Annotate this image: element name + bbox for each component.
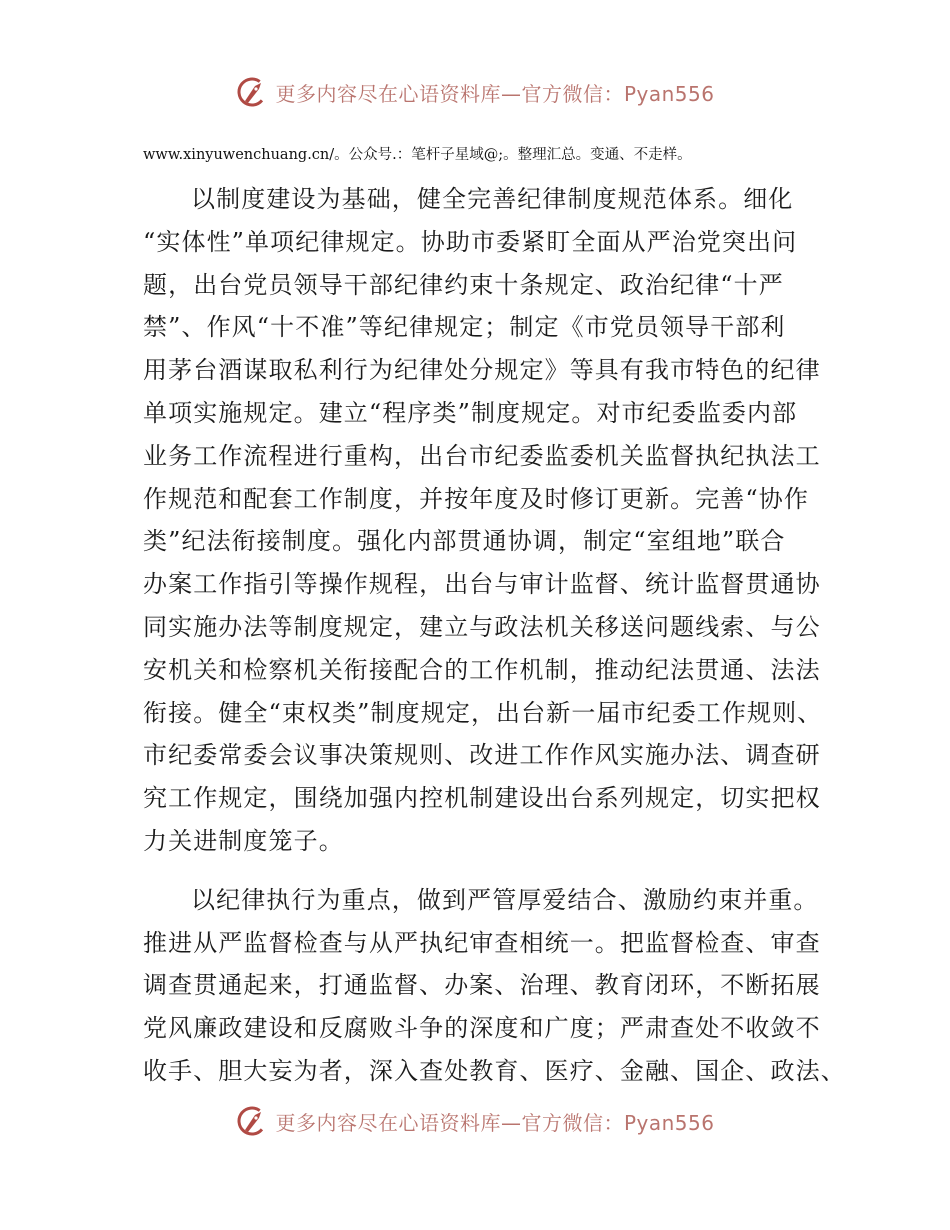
- source-line: www.xinyuwenchuang.cn/。公众号.：笔杆子星域@;。整理汇总。变通、不走样。: [143, 147, 692, 163]
- footer-banner: [0, 1101, 950, 1141]
- text-line: 禁”、作风“十不准”等纪律规定；制定《市党员领导干部利: [143, 313, 786, 342]
- pen-nib-logo-icon: [235, 1103, 271, 1139]
- text-line: 力关进制度笼子。: [143, 826, 344, 855]
- text-line: 收手、胆大妄为者，深入查处教育、医疗、金融、国企、政法、: [143, 1056, 846, 1085]
- text-line: 作规范和配套工作制度，并按年度及时修订更新。完善“协作: [143, 484, 809, 513]
- banner-text: 更多内容尽在心语资料库—官方微信：Pyan556: [275, 1110, 715, 1135]
- text-line: 用茅台酒谋取私利行为纪律处分规定》等具有我市特色的纪律: [143, 356, 821, 385]
- text-line: 推进从严监督检查与从严执纪审查相统一。把监督检查、审查: [143, 928, 821, 957]
- text-line: 调查贯通起来，打通监督、办案、治理、教育闭环，不断拓展: [143, 971, 821, 1000]
- text-line: 安机关和检察机关衔接配合的工作机制，推动纪法贯通、法法: [143, 655, 821, 684]
- text-line: 类”纪法衔接制度。强化内部贯通协调，制定“室组地”联合: [143, 527, 786, 556]
- header-banner: [0, 72, 950, 112]
- text-line: 市纪委常委会议事决策规则、改进工作作风实施办法、调查研: [143, 741, 821, 770]
- banner-text: 更多内容尽在心语资料库—官方微信：Pyan556: [275, 81, 715, 106]
- text-line: 以制度建设为基础，健全完善纪律制度规范体系。细化: [191, 185, 794, 213]
- text-line: 业务工作流程进行重构，出台市纪委监委机关监督执纪执法工: [143, 441, 821, 470]
- text-line: 衔接。健全“束权类”制度规定，出台新一届市纪委工作规则、: [143, 698, 823, 727]
- pen-nib-logo-icon: [235, 74, 271, 110]
- paragraph-2: [143, 879, 846, 1093]
- text-line: 党风廉政建设和反腐败斗争的深度和广度；严肃查处不收敛不: [143, 1014, 821, 1043]
- paragraph-gap: [143, 863, 833, 879]
- text-line: 办案工作指引等操作规程，出台与审计监督、统计监督贯通协: [143, 570, 821, 599]
- text-line: 究工作规定，围绕加强内控机制建设出台系列规定，切实把权: [143, 784, 821, 813]
- paragraph-1: [143, 178, 833, 863]
- text-line: 题，出台党员领导干部纪律约束十条规定、政治纪律“十严: [143, 270, 784, 299]
- text-line: 以纪律执行为重点，做到严管厚爱结合、激励约束并重。: [191, 885, 819, 914]
- document-body: [143, 178, 846, 1093]
- text-line: 单项实施规定。建立“程序类”制度规定。对市纪委监委内部: [143, 398, 798, 427]
- text-line: 同实施办法等制度规定，建立与政法机关移送问题线索、与公: [143, 612, 821, 641]
- text-line: “实体性”单项纪律规定。协助市委紧盯全面从严治党突出问: [143, 227, 798, 256]
